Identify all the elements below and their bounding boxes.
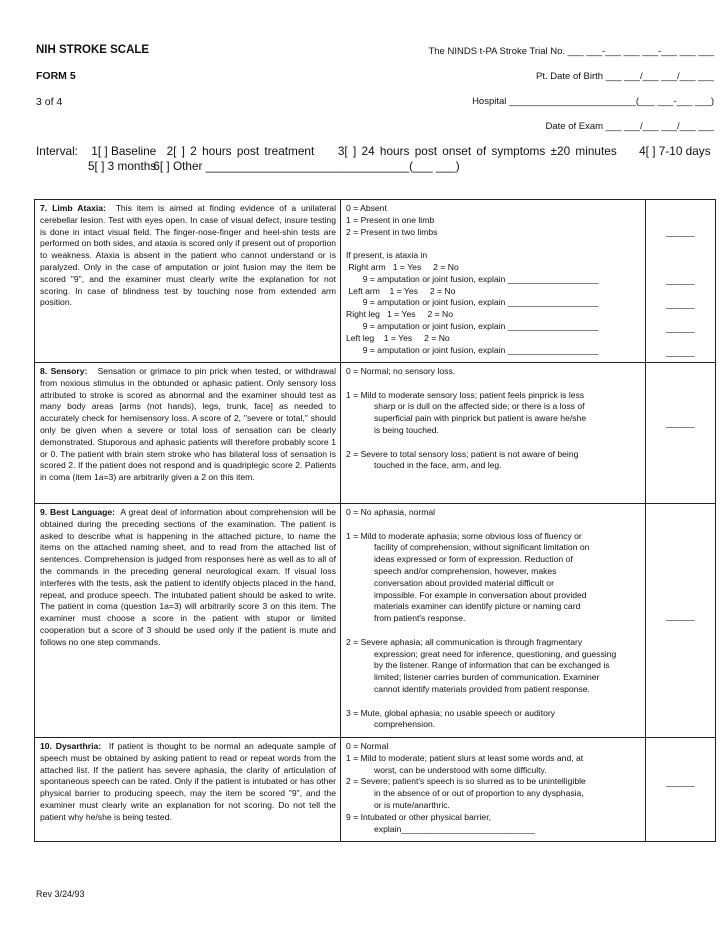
response-line: 0 = Normal; no sensory loss. <box>346 366 456 376</box>
response-line: cannot identify materials provided from patient response. <box>374 683 590 694</box>
scale-items-table <box>34 199 716 842</box>
response-line: sharp or is dull on the affected side; or there is a loss of <box>374 401 585 412</box>
item-description <box>35 738 341 842</box>
interval-option-2-hours[interactable]: 2[ ] 2 hours post treatment <box>166 144 315 158</box>
response-line: 9 = amputation or joint fusion, explain ___________________ <box>346 344 599 355</box>
response-line: 0 = Normal <box>346 741 389 751</box>
response-line: 0 = No aphasia, normal <box>346 507 436 517</box>
trial-number-field[interactable]: The NINDS t-PA Stroke Trial No. ___ ___-___ ___ ___-___ ___ ___ <box>428 46 714 57</box>
interval-option-3-months[interactable]: 5[ ] 3 months <box>88 159 157 173</box>
response-line: limited; listener carries burden of communication. Examiner <box>374 672 600 683</box>
score-blank-left-arm[interactable]: ______ <box>666 299 695 309</box>
item-responses <box>341 738 646 842</box>
item-instructions: A great deal of information about comprehension will be obtained during the preceding sections of the examination. The patient is asked to describe what is happening in the attached picture, to name the items on the attached naming sheet, and to read from the attached list of sentences. Comprehension is judged from responses here as well as to all of the commands in the preceding general neurological exam. If visual loss interferes with the tests, ask the patient to identify objects placed in the hand, repeat, and produce speech. The intubated patient should be asked to write. The patient in coma (question 1a=3) will arbitrarily score 3 on this item. The examiner must choose a score in the patient with stupor or limited cooperation but a score of 3 should be used only if the patient is mute and follows no one step commands. <box>40 507 336 647</box>
item-responses <box>341 200 646 363</box>
response-line: Left arm 1 = Yes 2 = No <box>346 285 456 296</box>
interval-option-7-10-days[interactable]: 4[ ] 7-10 days <box>639 144 711 158</box>
score-cell <box>646 200 716 363</box>
score-blank[interactable]: ______ <box>666 777 695 787</box>
response-line: impossible. For example in conversation about provided <box>374 589 587 600</box>
interval-option-other[interactable]: 6[ ] Other _______________________________(___ ___) <box>153 159 460 173</box>
date-of-birth-field[interactable]: Pt. Date of Birth ___ ___/___ ___/___ ___ <box>536 71 714 82</box>
response-line: conversation about provided material difficult or <box>374 577 554 588</box>
item-instructions: If patient is thought to be normal an adequate sample of speech must be obtained by asking patient to read or repeat words from the attached list. If the patient has severe aphasia, the clarity of articulation of spontaneous speech can be rated. Only if the patient is intubated or has other physical barrier to producing speech, may the item be scored "9", and the examiner must clearly write an explanation for not scoring. Do not tell the patient why he/she is being tested. <box>40 741 336 822</box>
response-line: from patient's response. <box>374 613 466 624</box>
response-line: is being touched. <box>374 424 439 435</box>
form-number: FORM 5 <box>36 70 76 82</box>
response-line: materials examiner can identify picture or naming card <box>374 601 581 612</box>
response-line: 2 = Severe; patient's speech is so slurred as to be unintelligible <box>346 776 586 787</box>
interval-row-2 <box>88 159 460 173</box>
interval-option-24-hours[interactable]: 3[ ] 24 hours post onset of symptoms ±20 minutes <box>337 144 617 158</box>
score-blank-right-arm[interactable]: ______ <box>666 275 695 285</box>
response-line: 1 = Mild to moderate; patient slurs at least some words and, at <box>346 752 584 763</box>
response-line: worst, can be understood with some difficulty. <box>374 764 547 775</box>
item-row <box>35 738 716 842</box>
score-blank-left-leg[interactable]: ______ <box>666 347 695 357</box>
score-blank[interactable]: ______ <box>666 418 695 428</box>
interval-label: Interval: <box>36 144 78 158</box>
item-title: 9. Best Language: <box>40 507 116 517</box>
score-cell <box>646 363 716 504</box>
form-title: NIH STROKE SCALE <box>36 44 150 56</box>
response-line: 1 = Mild to moderate aphasia; some obvious loss of fluency or <box>346 530 582 541</box>
response-line: 1 = Present in one limb <box>346 214 435 225</box>
score-blank[interactable]: ______ <box>666 227 695 237</box>
response-line: comprehension. <box>374 719 436 730</box>
score-cell <box>646 738 716 842</box>
response-line: touched in the face, arm, and leg. <box>374 460 502 471</box>
item-instructions: This item is aimed at finding evidence of a unilateral cerebellar lesion. Test with eyes open. In case of visual defect, insure testing is done in intact visual field. The finger-nose-finger and heel-shin tests are performed on both sides, and ataxia is scored only if present out of proportion to weakness. Ataxia is absent in the patient who cannot understand or is paralyzed. Only in the case of amputation or joint fusion may the item be scored "9", and the examiner must clearly write the explanation for not scoring. In case of blindness test by touching nose from extended arm position. <box>40 203 337 308</box>
response-line: expression; great need for inference, questioning, and guessing <box>374 648 617 659</box>
response-line: facility of comprehension, without significant limitation on <box>374 542 590 553</box>
spacer <box>346 238 641 250</box>
item-title: 8. Sensory: <box>40 366 88 376</box>
item-responses <box>341 504 646 738</box>
response-line: Right leg 1 = Yes 2 = No <box>346 309 454 320</box>
item-row <box>35 363 716 504</box>
response-line: 9 = amputation or joint fusion, explain ___________________ <box>346 320 599 331</box>
response-line: 0 = Absent <box>346 203 387 213</box>
response-line: 2 = Severe aphasia; all communication is through fragmentary <box>346 636 583 647</box>
item-instructions: Sensation or grimace to pin prick when tested, or withdrawal from noxious stimulus in the obtunded or aphasic patient. Only sensory loss attributed to stroke is scored as abnormal and the examiner should test as many body areas [arms (not hands), legs, trunk, face] as needed to accurately check for hemisensory loss. A score of 2, "severe or total," should only be given when a severe or total loss of sensation can be clearly demonstrated. Stuporous and aphasic patients will therefore probably score 1 or 0. The patient with brain stem stroke who has bilateral loss of sensation is scored 2. If the patient does not respond and is quadriplegic score 2. Patients in coma (item 1a=3) are arbitrarily given a 2 on this item. <box>40 366 336 483</box>
response-line: in the absence of or out of proportion to any dysphasia, <box>374 788 584 799</box>
response-line: or is mute/anarthric. <box>374 799 450 810</box>
response-line: speech and/or comprehension, however, makes <box>374 565 557 576</box>
item-row <box>35 200 716 363</box>
response-line[interactable]: explain____________________________ <box>374 823 536 834</box>
response-line: 9 = amputation or joint fusion, explain ___________________ <box>346 297 599 308</box>
interval-row-1 <box>36 144 711 158</box>
response-line: Left leg 1 = Yes 2 = No <box>346 332 450 343</box>
spacer <box>346 437 641 449</box>
response-line: 9 = Intubated or other physical barrier, <box>346 811 491 822</box>
response-line: If present, is ataxia in <box>346 250 428 261</box>
response-line: 1 = Mild to moderate sensory loss; patient feels pinprick is less <box>346 389 585 400</box>
response-line: superficial pain with pinprick but patient is aware he/she <box>374 413 587 424</box>
hospital-field[interactable]: Hospital ________________________(___ ___-___ ___) <box>472 96 714 107</box>
item-title: 7. Limb Ataxia: <box>40 203 106 213</box>
response-line: 2 = Present in two limbs <box>346 226 438 237</box>
score-cell <box>646 504 716 738</box>
response-line: 3 = Mute, global aphasia; no usable speech or auditory <box>346 707 556 718</box>
score-blank-right-leg[interactable]: ______ <box>666 323 695 333</box>
exam-date-field[interactable]: Date of Exam ___ ___/___ ___/___ ___ <box>545 121 714 132</box>
response-line: ideas expressed or form of expression. Reduction of <box>374 554 573 565</box>
spacer <box>346 696 641 708</box>
response-line: 9 = amputation or joint fusion, explain ___________________ <box>346 273 599 284</box>
revision-date: Rev 3/24/93 <box>36 889 85 899</box>
score-blank[interactable]: ______ <box>666 611 695 621</box>
page-indicator: 3 of 4 <box>36 96 63 108</box>
item-title: 10. Dysarthria: <box>40 741 102 751</box>
item-description <box>35 363 341 504</box>
response-line: by the listener. Range of information that can be exchanged is <box>374 660 610 671</box>
spacer <box>346 625 641 637</box>
item-responses <box>341 363 646 504</box>
interval-option-baseline[interactable]: 1[ ] Baseline <box>91 144 157 158</box>
spacer <box>346 378 641 390</box>
response-line: 2 = Severe to total sensory loss; patient is not aware of being <box>346 448 579 459</box>
spacer <box>346 519 641 531</box>
item-description <box>35 200 341 363</box>
response-line: Right arm 1 = Yes 2 = No <box>346 261 459 272</box>
item-description <box>35 504 341 738</box>
item-row <box>35 504 716 738</box>
